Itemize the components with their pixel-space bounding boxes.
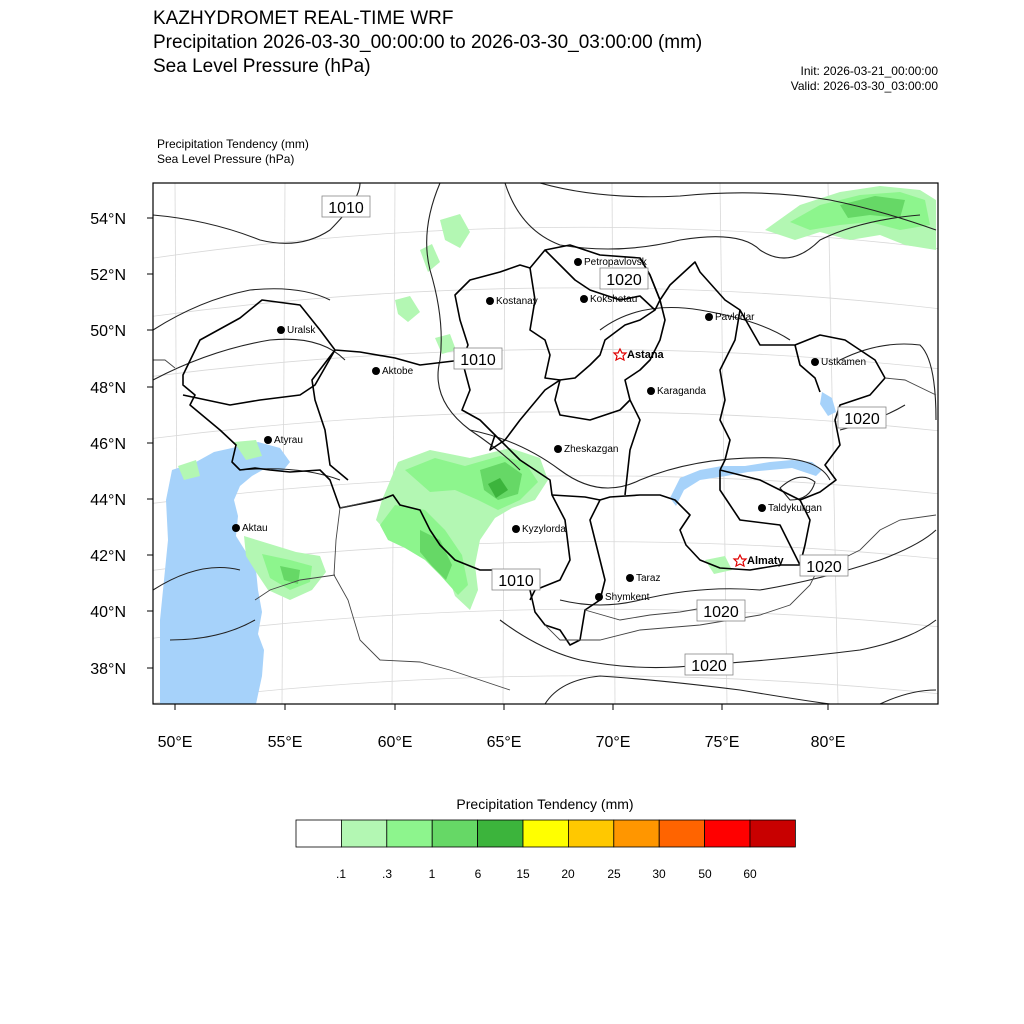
pressure-contours	[153, 183, 936, 704]
lon-label: 55°E	[267, 734, 303, 751]
init-time: Init: 2026-03-21_00:00:00	[800, 64, 938, 78]
contour-label: 1020	[691, 658, 727, 675]
lon-label: 80°E	[810, 734, 846, 751]
city-label: Shymkent	[605, 592, 650, 603]
colorbar-label: 30	[652, 867, 666, 881]
city-label: Kostanay	[496, 296, 538, 307]
map-subtitle-pressure: Sea Level Pressure (hPa)	[153, 56, 371, 77]
colorbar-label: .3	[381, 867, 393, 881]
lat-label: 40°N	[90, 604, 126, 621]
lon-label: 50°E	[157, 734, 193, 751]
city-almaty	[734, 555, 785, 567]
city-label: Astana	[627, 349, 664, 361]
capital-star-icon	[734, 555, 746, 566]
contour-label: 1020	[806, 559, 842, 576]
city-zheskazgan	[554, 444, 618, 455]
city-label: Taraz	[636, 573, 661, 584]
contour-label: 1010	[328, 200, 364, 217]
city-pavlodar	[705, 312, 755, 323]
lon-label: 75°E	[704, 734, 740, 751]
lat-label: 46°N	[90, 436, 126, 453]
city-taraz	[626, 573, 660, 584]
lat-label: 50°N	[90, 323, 126, 340]
city-taldykurgan	[758, 503, 822, 514]
city-label: Ustkamen	[821, 357, 867, 368]
city-label: Taldykurgan	[768, 503, 822, 514]
valid-time: Valid: 2026-03-30_03:00:00	[790, 79, 938, 93]
lat-label: 48°N	[90, 380, 126, 397]
lat-label: 44°N	[90, 492, 126, 509]
colorbar-title: Precipitation Tendency (mm)	[456, 796, 634, 812]
city-label: Aktobe	[382, 366, 414, 377]
city-label: Aktau	[242, 523, 268, 534]
lat-label: 52°N	[90, 267, 126, 284]
lon-label: 65°E	[486, 734, 522, 751]
city-uralsk	[277, 325, 316, 336]
city-shymkent	[595, 592, 650, 603]
variable-label-precip: Precipitation Tendency (mm)	[157, 137, 309, 151]
city-ustkamen	[811, 357, 866, 368]
city-karaganda	[647, 386, 706, 397]
city-astana	[614, 349, 665, 361]
city-atyrau	[264, 435, 303, 446]
lake-zaysan	[820, 392, 836, 416]
city-label: Almaty	[747, 555, 784, 567]
variable-label-slp: Sea Level Pressure (hPa)	[157, 152, 295, 166]
city-label: Petropavlovsk	[584, 257, 647, 268]
city-label: Atyrau	[274, 435, 303, 446]
longitude-labels	[158, 734, 846, 751]
city-label: Karaganda	[657, 386, 706, 397]
city-label: Zheskazgan	[564, 444, 619, 455]
city-label: Pavlodar	[715, 312, 755, 323]
colorbar-label: 50	[698, 867, 712, 881]
colorbar	[296, 820, 795, 847]
city-kostanay	[486, 296, 538, 307]
city-aktau	[232, 523, 268, 534]
lat-label: 42°N	[90, 548, 126, 565]
colorbar-label: .1	[335, 867, 347, 881]
contour-label: 1020	[844, 411, 880, 428]
contour-label: 1020	[606, 272, 642, 289]
map-subtitle-precipitation: Precipitation 2026-03-30_00:00:00 to 2026-03-30_03:00:00 (mm)	[153, 32, 703, 53]
colorbar-label: 6	[474, 867, 482, 881]
colorbar-label: 25	[607, 867, 621, 881]
map-title: KAZHYDROMET REAL-TIME WRF	[153, 8, 454, 29]
city-kyzylorda	[512, 524, 566, 535]
contour-label: 1010	[460, 352, 496, 369]
colorbar-label: 60	[743, 867, 757, 881]
latitude-labels	[90, 211, 126, 678]
city-markers	[232, 257, 866, 603]
colorbar-label: 15	[516, 867, 530, 881]
contour-label: 1020	[703, 604, 739, 621]
city-kokshetau	[580, 294, 637, 305]
city-label: Kokshetau	[590, 294, 638, 305]
city-aktobe	[372, 366, 414, 377]
colorbar-label: 1	[428, 867, 436, 881]
lat-label: 54°N	[90, 211, 126, 228]
contour-label: 1010	[498, 573, 534, 590]
colorbar-label: 20	[561, 867, 575, 881]
city-label: Uralsk	[287, 325, 316, 336]
lat-label: 38°N	[90, 661, 126, 678]
map-plot-area	[140, 183, 950, 705]
city-label: Kyzylorda	[522, 524, 566, 535]
lon-label: 60°E	[377, 734, 413, 751]
city-petropavlovsk	[574, 257, 648, 268]
capital-star-icon	[614, 349, 626, 360]
lon-label: 70°E	[595, 734, 631, 751]
